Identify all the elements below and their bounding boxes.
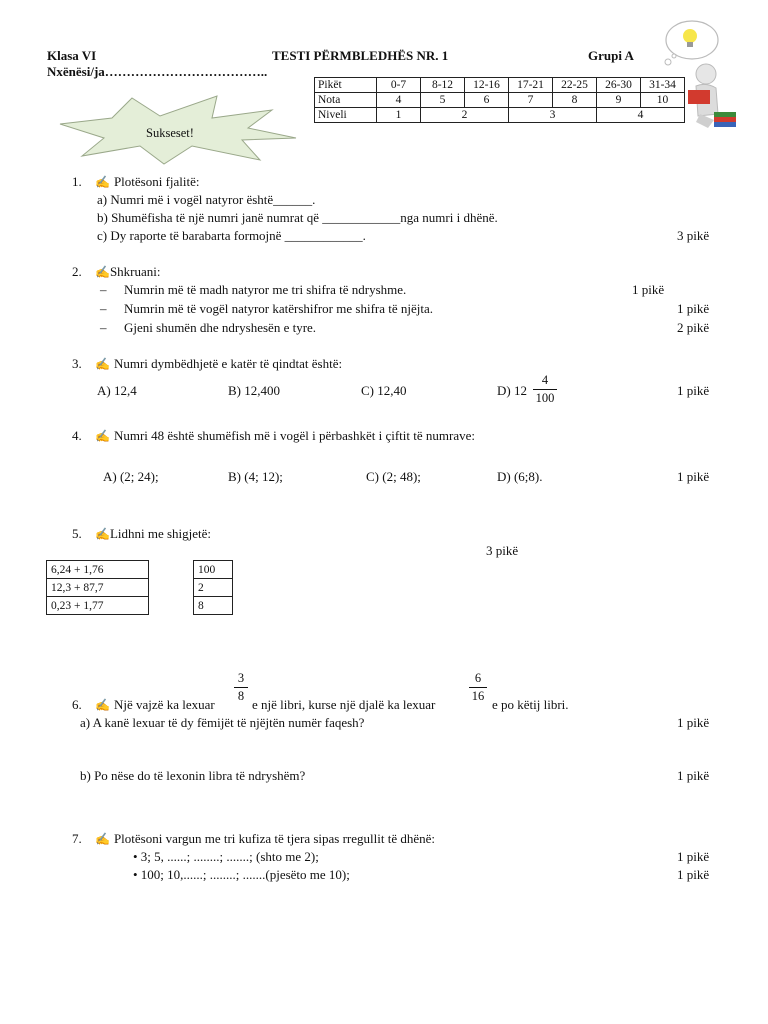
question-6-text-3: e po këtij libri.: [492, 697, 569, 712]
page-title: TESTI PËRMBLEDHËS NR. 1: [272, 48, 449, 63]
list-item: –: [100, 282, 107, 297]
question-6b: b) Po nëse do të lexonin libra të ndryshëm?: [80, 768, 306, 783]
question-7-line-2: • 100; 10,......; ........; .......(pjesëto me 10);: [133, 867, 350, 882]
question-7-line-1-points: 1 pikë: [677, 849, 710, 864]
writing-hand-icon: ✍: [95, 429, 110, 443]
question-4-option-d: D) (6;8).: [497, 469, 543, 484]
question-3-option-c: C) 12,40: [361, 383, 407, 398]
question-7: 7. ✍ Plotësoni vargun me tri kufiza të tjera sipas rregullit të dhënë:: [72, 831, 436, 846]
question-4: 4. ✍ Numri 48 është shumëfish më i vogël i përbashkët i çiftit të numrave:: [72, 428, 475, 443]
score-table: [314, 77, 685, 123]
writing-hand-icon: ✍: [95, 265, 110, 279]
question-4-points: 1 pikë: [677, 469, 710, 484]
success-star-badge: [52, 94, 302, 166]
writing-hand-icon: ✍: [95, 175, 110, 189]
question-2-item-2: Numrin më të vogël natyror katërshifror me shifra të njëjta.: [124, 301, 434, 316]
question-3: 3. ✍ Numri dymbëdhjetë e katër të qindtat është:: [72, 356, 343, 371]
question-3-points: 1 pikë: [677, 383, 710, 398]
match-left-item[interactable]: 6,24 + 1,76: [47, 561, 149, 579]
question-7-line-1: • 3; 5, ......; ........; .......; (shto me 2);: [133, 849, 319, 864]
question-6-num: 6. ✍: [72, 697, 110, 712]
student-name-line: Nxënësi/ja………………………………..: [47, 64, 268, 79]
score-row-level: Niveli 1 2 3 4: [315, 108, 685, 123]
question-7-line-2-points: 1 pikë: [677, 867, 710, 882]
question-3-option-d: D) 12: [497, 383, 527, 398]
question-3-option-a: A) 12,4: [97, 383, 137, 398]
writing-hand-icon: ✍: [95, 832, 110, 846]
match-right-item[interactable]: 2: [194, 579, 233, 597]
score-row-grade: Nota 4 5 6 7 8 9 10: [315, 93, 685, 108]
question-2-item-1: Numrin më të madh natyror me tri shifra të ndryshme.: [124, 282, 407, 297]
writing-hand-icon: ✍: [95, 698, 110, 712]
match-left-item[interactable]: 12,3 + 87,7: [47, 579, 149, 597]
question-4-option-a: A) (2; 24);: [103, 469, 159, 484]
question-1: 1. ✍ Plotësoni fjalitë:: [72, 174, 200, 189]
question-6a-points: 1 pikë: [677, 715, 710, 730]
writing-hand-icon: ✍: [95, 357, 110, 371]
student-lightbulb-icon: [648, 16, 748, 134]
badge-label: Sukseset!: [146, 126, 194, 140]
question-6b-points: 1 pikë: [677, 768, 710, 783]
question-1c: c) Dy raporte të barabarta formojnë ____________.: [97, 228, 366, 243]
question-6-fraction-2: 6 16: [469, 671, 487, 704]
question-5-points: 3 pikë: [486, 543, 519, 558]
student-reading-illustration: [648, 16, 748, 134]
match-left-item[interactable]: 0,23 + 1,77: [47, 597, 149, 615]
score-row-points: Pikët 0-7 8-12 12-16 17-21 22-25 26-30 31-34: [315, 78, 685, 93]
question-4-option-b: B) (4; 12);: [228, 469, 283, 484]
writing-hand-icon: ✍: [95, 527, 110, 541]
question-1-points: 3 pikë: [677, 228, 710, 243]
question-1b: b) Shumëfisha të një numri janë numrat që ____________nga numri i dhënë.: [97, 210, 498, 225]
question-2-item-1-points: 1 pikë: [632, 282, 665, 297]
match-right-item[interactable]: 100: [194, 561, 233, 579]
question-5: 5. ✍Lidhni me shigjetë:: [72, 526, 212, 541]
question-6a: a) A kanë lexuar të dy fëmijët të njëjtën numër faqesh?: [80, 715, 365, 730]
question-1a: a) Numri më i vogël natyror është______.: [97, 192, 316, 207]
group-label: Grupi A: [588, 48, 634, 63]
list-item: –: [100, 320, 107, 335]
question-2: 2. ✍Shkruani:: [72, 264, 161, 279]
question-4-option-c: C) (2; 48);: [366, 469, 421, 484]
question-3-option-b: B) 12,400: [228, 383, 280, 398]
question-6-text-2: e një libri, kurse një djalë ka lexuar: [252, 697, 436, 712]
question-6-text-1: Një vajzë ka lexuar: [114, 697, 215, 712]
question-5-right-column: [193, 560, 233, 615]
question-6-fraction-1: 3 8: [234, 671, 248, 704]
question-5-left-column: [46, 560, 149, 615]
question-3-fraction: 4 100: [533, 373, 557, 406]
list-item: –: [100, 301, 107, 316]
question-2-item-3-points: 2 pikë: [677, 320, 710, 335]
question-2-item-3: Gjeni shumën dhe ndryshesën e tyre.: [124, 320, 317, 335]
class-label: Klasa VI: [47, 48, 97, 63]
match-right-item[interactable]: 8: [194, 597, 233, 615]
question-2-item-2-points: 1 pikë: [677, 301, 710, 316]
